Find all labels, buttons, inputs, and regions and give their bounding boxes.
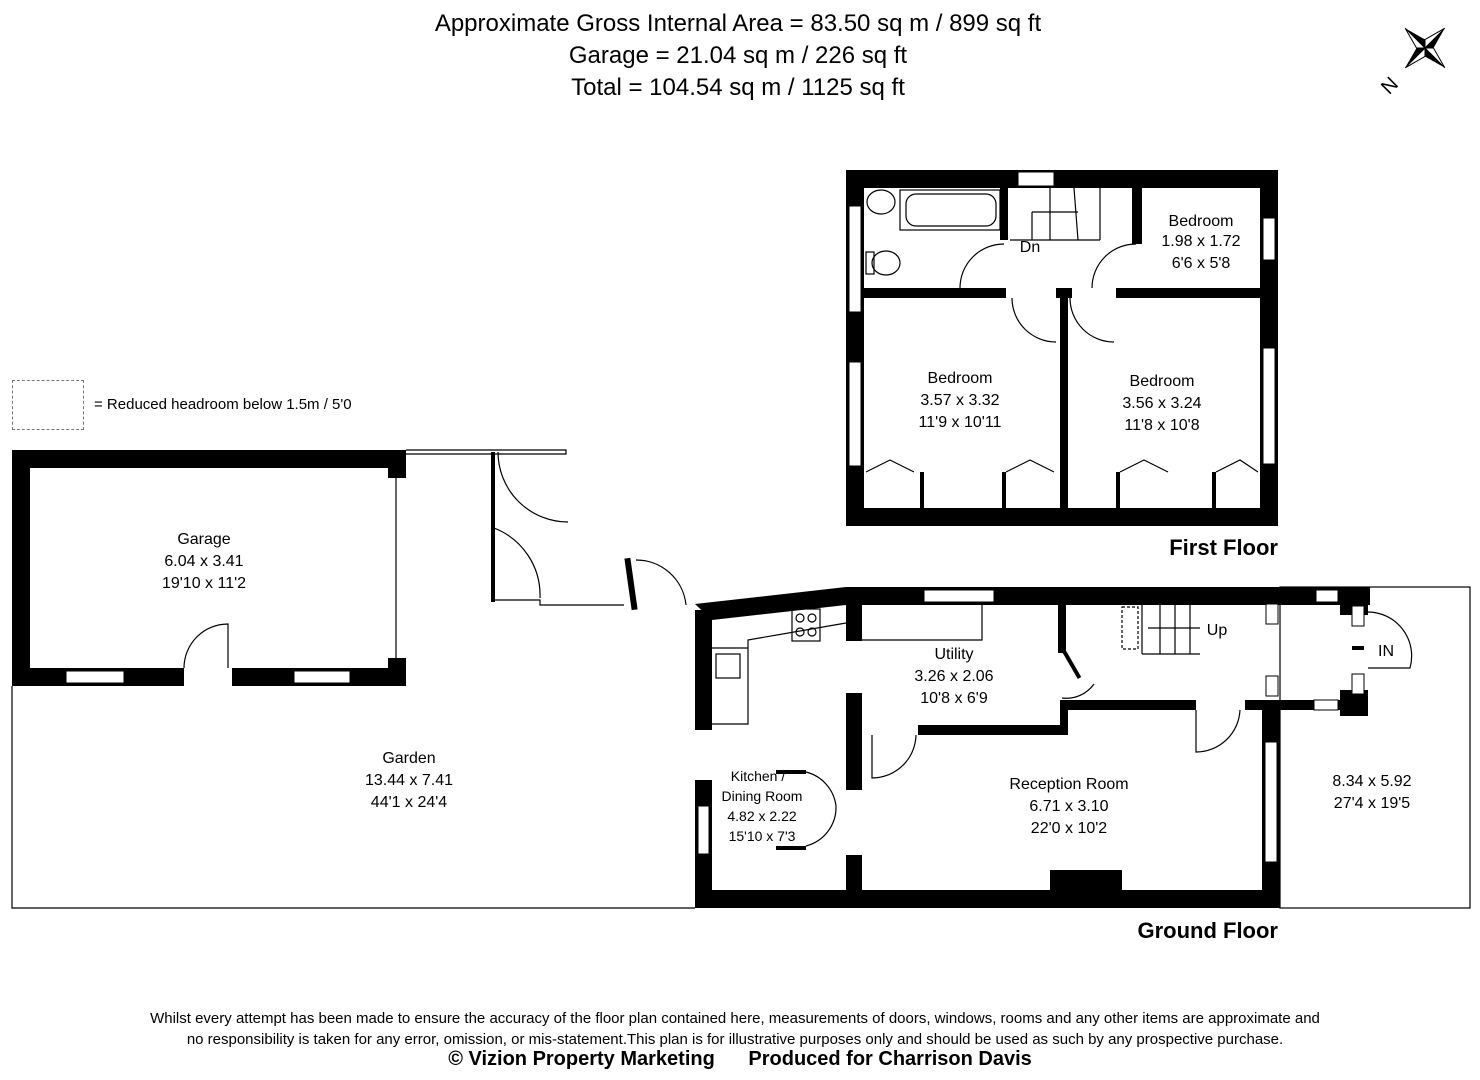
ground-floor-plan — [695, 587, 1470, 943]
area-line-2: Garage = 21.04 sq m / 226 sq ft — [568, 42, 908, 69]
ground-floor-title: Ground Floor — [1137, 918, 1278, 943]
first-floor-title: First Floor — [1169, 535, 1278, 560]
room-name: Utility — [934, 646, 974, 663]
room-metric: 3.57 x 3.32 — [920, 392, 1000, 409]
area-line-3: Total = 104.54 sq m / 1125 sq ft — [571, 74, 905, 101]
room-imperial: 19'10 x 11'2 — [161, 575, 247, 592]
compass-north-label: N — [1377, 73, 1403, 99]
room-metric: 4.82 x 2.22 — [727, 808, 797, 824]
room-name: Bedroom — [1168, 213, 1234, 230]
room-imperial: 44'1 x 24'4 — [370, 794, 448, 811]
credit-company: © Vizion Property Marketing — [448, 1048, 715, 1070]
disclaimer-line-1: Whilst every attempt has been made to ensure the accuracy of the floor plan contained here, measurements of doors, windows, rooms and any other items are approximate and — [150, 1010, 1320, 1027]
room-name: Bedroom — [927, 370, 993, 387]
disclaimer-line-2: no responsibility is taken for any error, omission, or mis-statement.This plan is for illustrative purposes only and should be used as such by any prospective purchase. — [186, 1031, 1284, 1048]
entrance-label: IN — [1378, 643, 1394, 660]
credits — [0, 1048, 1480, 1071]
room-name: Dining Room — [721, 788, 803, 804]
room-imperial: 10'8 x 6'9 — [920, 690, 988, 707]
room-name: Garage — [177, 531, 231, 548]
room-name: Kitchen / — [730, 768, 786, 784]
first-floor-stairs-label: Dn — [1019, 239, 1041, 256]
legend-text: = Reduced headroom below 1.5m / 5'0 — [94, 396, 352, 413]
room-metric: 3.56 x 3.24 — [1122, 395, 1202, 412]
room-metric: 3.26 x 2.06 — [914, 668, 994, 685]
room-imperial: 11'9 x 10'11 — [918, 414, 1002, 431]
room-imperial: 22'0 x 10'2 — [1030, 820, 1108, 837]
first-floor-plan — [846, 170, 1278, 560]
patio-metric: 8.34 x 5.92 — [1332, 773, 1412, 790]
room-imperial: 6'6 x 5'8 — [1171, 255, 1231, 272]
area-line-1: Approximate Gross Internal Area = 83.50 sq m / 899 sq ft — [434, 10, 1042, 37]
room-name: Garden — [382, 750, 436, 767]
room-name: Reception Room — [1009, 776, 1129, 793]
room-metric: 6.04 x 3.41 — [164, 553, 244, 570]
room-name: Bedroom — [1129, 373, 1195, 390]
room-imperial: 15'10 x 7'3 — [728, 828, 796, 844]
ground-floor-stairs-label: Up — [1206, 622, 1228, 639]
credit-agent: Produced for Charrison Davis — [748, 1048, 1032, 1070]
patio-imperial: 27'4 x 19'5 — [1333, 795, 1411, 812]
disclaimer — [0, 1008, 1470, 1050]
room-metric: 1.98 x 1.72 — [1161, 233, 1241, 250]
garage-and-garden — [12, 450, 695, 908]
room-metric: 6.71 x 3.10 — [1029, 798, 1109, 815]
room-metric: 13.44 x 7.41 — [364, 772, 454, 789]
room-imperial: 11'8 x 10'8 — [1124, 417, 1200, 434]
compass-rose-icon — [1385, 8, 1464, 87]
